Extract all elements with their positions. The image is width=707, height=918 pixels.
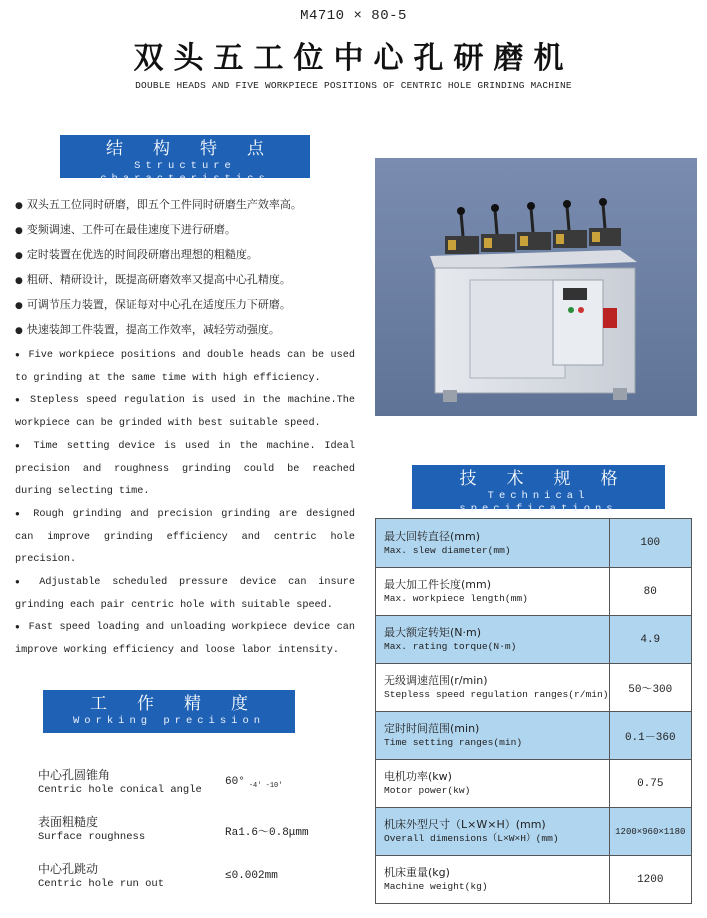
spec-param-cn: 无级调速范围(r/min)	[384, 674, 488, 687]
page-subtitle: DOUBLE HEADS AND FIVE WORKPIECE POSITIONS OF CENTRIC HOLE GRINDING MACHINE	[135, 80, 572, 91]
spec-param-cn: 电机功率(kw)	[384, 770, 452, 783]
spec-param-cn: 机床重量(kg)	[384, 866, 450, 879]
list-item: ● 快速装卸工件装置，提高工作效率，减轻劳动强度。	[15, 318, 365, 343]
spec-value: 80	[609, 568, 691, 616]
bullet-icon: ●	[15, 441, 23, 451]
precision-value-main: 60°	[225, 776, 245, 788]
structure-heading-cn: 结构特点	[106, 139, 294, 159]
table-row	[376, 519, 692, 568]
spec-value: 100	[609, 519, 691, 568]
bullet-icon: ●	[15, 396, 21, 406]
table-row	[376, 568, 692, 616]
structure-heading	[60, 135, 310, 185]
precision-label-en: Centric hole conical angle	[38, 784, 202, 796]
precision-label-en: Surface roughness	[38, 831, 146, 843]
spec-param-en: Max. slew diameter(mm)	[384, 544, 511, 556]
structure-text-en	[15, 345, 355, 663]
spec-param	[376, 568, 610, 616]
paragraph-text: Time setting device is used in the machine. Ideal precision and roughness grinding could be reached during selecting time.	[15, 440, 355, 498]
precision-label-en: Centric hole run out	[38, 878, 165, 890]
list-item: ● 可调节压力装置，保证每对中心孔在适度压力下研磨。	[15, 293, 365, 318]
paragraph-text: Fast speed loading and unloading workpiece device can improve working efficiency and loose labor intensity.	[15, 622, 355, 657]
precision-row	[38, 814, 338, 861]
model-number: M4710 × 80-5	[300, 8, 407, 24]
paragraph	[15, 617, 355, 662]
bullet-icon: ●	[15, 578, 26, 588]
spec-param	[376, 712, 610, 760]
paragraph-text: Five workpiece positions and double heads can be used to grinding at the same time with high efficiency.	[15, 350, 355, 384]
spec-param	[376, 664, 610, 712]
precision-value: Ra1.6～0.8μmm	[225, 827, 309, 839]
precision-heading	[43, 690, 295, 733]
spec-param-cn: 机床外型尺寸（L×W×H）(mm)	[384, 818, 546, 831]
spec-param-en: Motor power(kw)	[384, 785, 471, 796]
spec-value: 0.1－360	[609, 712, 691, 760]
precision-label-cn: 中心孔跳动	[38, 862, 99, 876]
paragraph	[15, 345, 355, 390]
spec-value: 4.9	[609, 616, 691, 664]
paragraph	[15, 572, 355, 617]
spec-param-en: Max. rating torque(N·m)	[384, 641, 517, 652]
precision-tolerance: -4′ -10′	[248, 782, 283, 790]
spec-param-cn: 最大加工件长度(mm)	[384, 578, 492, 591]
technical-heading-cn: 技术规格	[459, 469, 648, 489]
paragraph	[15, 390, 355, 435]
page-title: 双头五工位中心孔研磨机	[133, 41, 574, 76]
precision-value	[225, 776, 282, 788]
paragraph-text: Adjustable scheduled pressure device can insure grinding each pair centric hole with suitable speed.	[15, 577, 355, 611]
precision-row	[38, 861, 338, 908]
spec-param	[376, 760, 610, 808]
list-item: ● 双头五工位同时研磨，即五个工件同时研磨生产效率高。	[15, 193, 365, 218]
paragraph-text: Rough grinding and precision grinding are designed can improve grinding efficiency and centric hole precision.	[15, 508, 355, 566]
spec-param-en: Overall dimensions（L×W×H）(mm)	[384, 833, 559, 844]
spec-param	[376, 616, 610, 664]
spec-param-cn: 最大额定转矩(N·m)	[384, 626, 482, 639]
machine-illustration	[375, 158, 697, 416]
spec-value: 1200×960×1180	[609, 808, 691, 856]
precision-label-cn: 中心孔圆锥角	[38, 768, 111, 782]
spec-param-en: Time setting ranges(min)	[384, 737, 523, 748]
spec-param-cn: 定时时间范围(min)	[384, 722, 480, 735]
spec-param	[376, 519, 610, 568]
paragraph-text: Stepless speed regulation is used in the machine.The workpiece can be grinded with best suitable speed.	[15, 395, 355, 430]
machine-photo	[375, 158, 697, 416]
precision-heading-en: Working precision	[72, 715, 266, 727]
table-row	[376, 760, 692, 808]
bullet-icon: ●	[15, 623, 21, 633]
spec-param-en: Machine weight(kg)	[384, 881, 488, 892]
table-row	[376, 664, 692, 712]
spec-param-en: Stepless speed regulation ranges(r/min)	[384, 689, 609, 700]
bullet-icon: ●	[15, 509, 23, 519]
spec-param-cn: 最大回转直径(mm)	[384, 529, 481, 543]
list-item: ● 粗研、精研设计，既提高研磨效率又提高中心孔精度。	[15, 268, 365, 293]
precision-label-cn: 表面粗糙度	[38, 815, 99, 829]
spec-param	[376, 856, 610, 904]
table-row	[376, 808, 692, 856]
precision-row	[38, 767, 338, 814]
precision-heading-cn: 工作精度	[90, 694, 278, 714]
spec-value: 1200	[609, 856, 691, 904]
table-row	[376, 616, 692, 664]
table-row	[376, 712, 692, 760]
spec-table	[375, 518, 692, 904]
paragraph	[15, 504, 355, 572]
paragraph	[15, 436, 355, 504]
structure-heading-en: Structure characteristics	[100, 160, 270, 185]
spec-value: 50～300	[609, 664, 691, 712]
table-row	[376, 856, 692, 904]
spec-value: 0.75	[609, 760, 691, 808]
technical-heading-en: Technical specifications	[459, 490, 618, 515]
bullet-icon: ●	[15, 351, 21, 360]
precision-table	[38, 767, 338, 908]
precision-value: ≤0.002mm	[225, 870, 278, 882]
list-item: ● 定时装置在优选的时间段研磨出理想的粗糙度。	[15, 243, 365, 268]
spec-param-en: Max. workpiece length(mm)	[384, 593, 528, 604]
technical-heading	[412, 465, 665, 515]
list-item: ● 变频调速、工件可在最佳速度下进行研磨。	[15, 218, 365, 243]
structure-list-cn	[15, 193, 365, 343]
spec-param	[376, 808, 610, 856]
